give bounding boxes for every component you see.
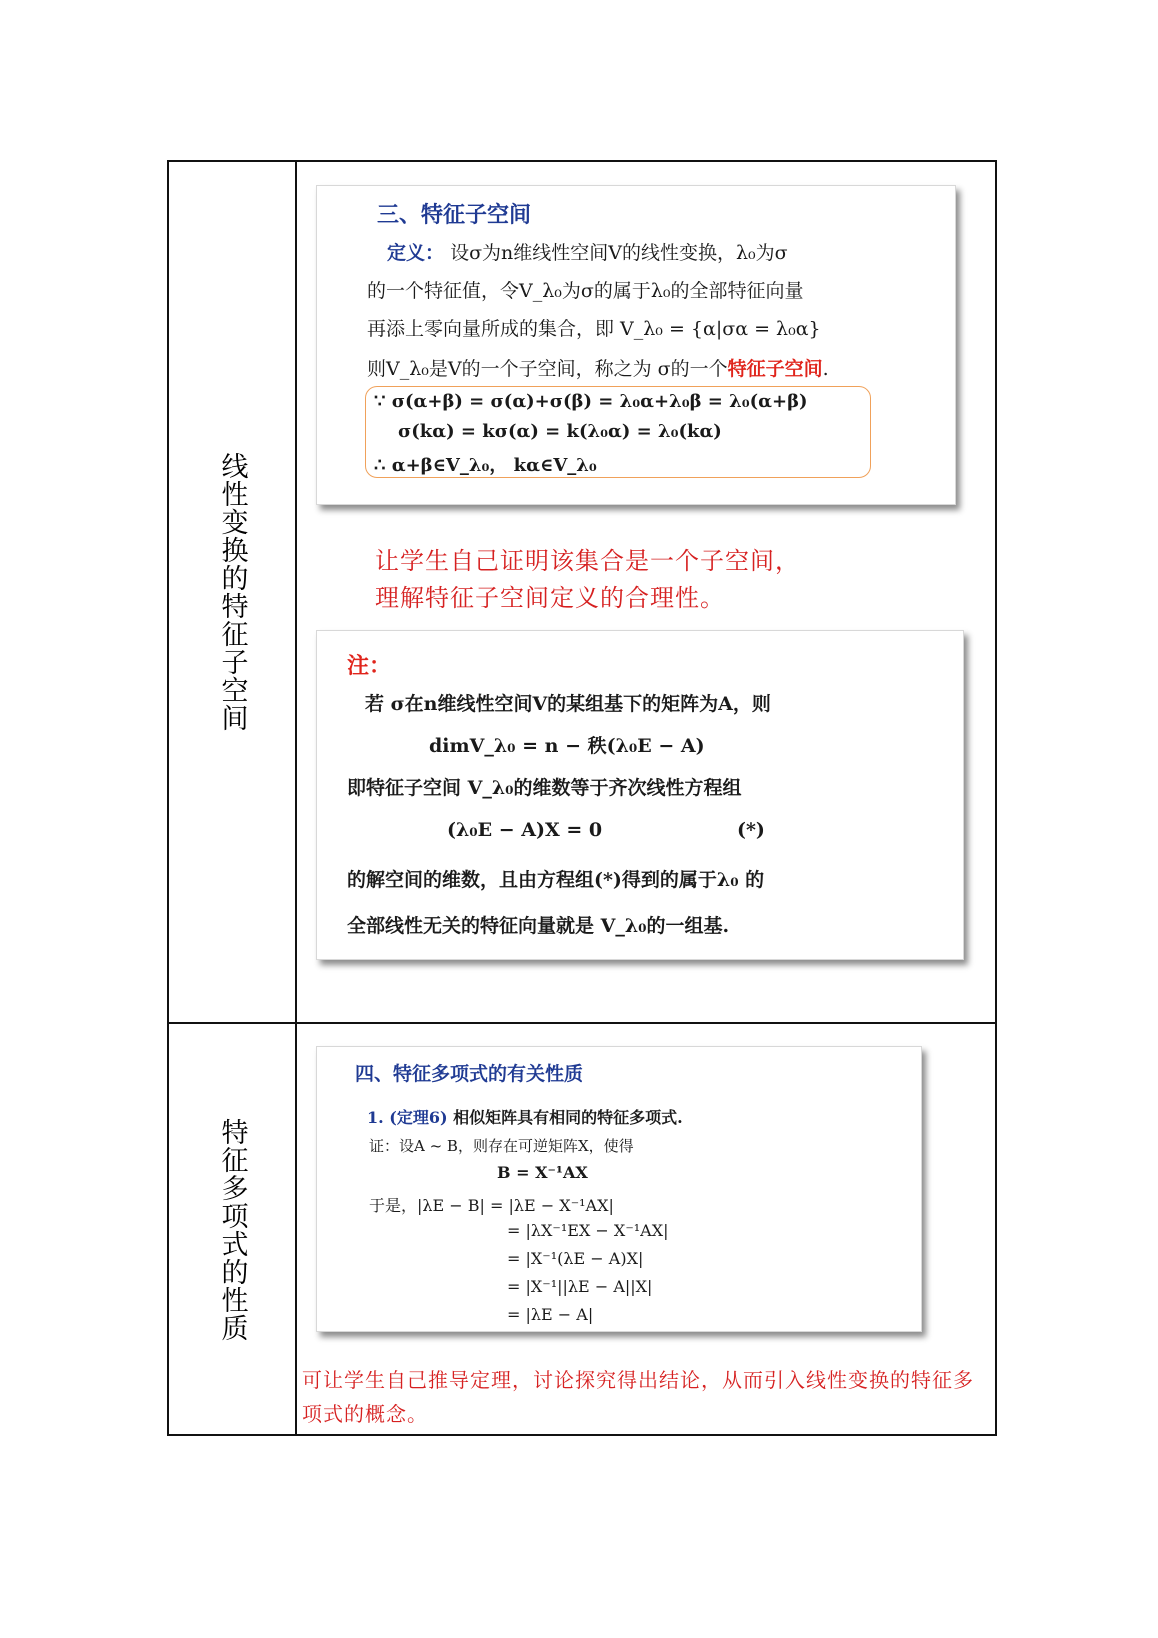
def-line4: 则V_λ₀是V的一个子空间，称之为 σ的一个 [367, 358, 728, 380]
slide-note [316, 630, 964, 960]
row2-side-label: 特征多项式的性质 [216, 1118, 248, 1342]
equation-tag: (*) [737, 819, 765, 841]
teacher-note-row2: 可让学生自己推导定理，讨论探究得出结论，从而引入线性变换的特征多项式的概念。 [302, 1368, 974, 1426]
teacher-note-line2: 理解特征子空间定义的合理性。 [375, 584, 725, 612]
note-line5: 的解空间的维数，且由方程组(*)得到的属于λ₀ 的 [347, 869, 765, 891]
row1-side-label: 线性变换的特征子空间 [216, 452, 248, 732]
slide3-heading: 四、特征多项式的有关性质 [355, 1063, 584, 1085]
proof-math3: ∴ α+β∈V_λ₀， kα∈V_λ₀ [374, 455, 597, 476]
proof-math2: σ(kα) = kσ(α) = k(λ₀α) = λ₀(kα) [398, 421, 722, 442]
column-divider [295, 162, 297, 1434]
proof-math1: ∵ σ(α+β) = σ(α)+σ(β) = λ₀α+λ₀β = λ₀(α+β) [374, 391, 808, 412]
row2-label-cell [169, 1024, 295, 1436]
theorem-text: 相似矩阵具有相同的特征多项式. [453, 1108, 683, 1127]
note-line1: 若 σ在n维线性空间V的某组基下的矩阵为A，则 [365, 693, 771, 715]
proof-box [365, 386, 871, 478]
slide-eigen-subspace [316, 185, 956, 505]
def-line2: 的一个特征值，令V_λ₀为σ的属于λ₀的全部特征向量 [367, 280, 804, 302]
slide2-heading: 注： [347, 654, 392, 679]
def-line4-end: . [822, 358, 829, 380]
def-line1: 设σ为n维线性空间V的线性变换，λ₀为σ [450, 242, 788, 264]
teacher-note-line1: 让学生自己证明该集合是一个子空间， [375, 547, 800, 575]
proof-line7: = |λE − A| [507, 1305, 594, 1324]
proof-line5: = |X⁻¹(λE − A)X| [507, 1249, 644, 1268]
row1-label-cell [169, 162, 295, 1022]
def-line3: 再添上零向量所成的集合，即 V_λ₀ = {α|σα = λ₀α} [367, 318, 821, 340]
theorem-tag: (定理6) [389, 1108, 448, 1127]
note-line6: 全部线性无关的特征向量就是 V_λ₀的一组基. [347, 915, 730, 937]
note-line2: dimV_λ₀ = n − 秩(λ₀E − A) [429, 735, 705, 757]
theorem-number: 1. [367, 1108, 384, 1127]
proof-line2: B = X⁻¹AX [497, 1163, 588, 1182]
definition-label: 定义： [387, 242, 445, 264]
proof-line6: = |X⁻¹||λE − A||X| [507, 1277, 653, 1296]
note-line4: (λ₀E − A)X = 0 [447, 819, 603, 841]
slide1-heading: 三、特征子空间 [377, 203, 532, 228]
eigen-subspace-term: 特征子空间 [727, 358, 823, 380]
slide-char-poly [316, 1046, 922, 1332]
note-line3: 即特征子空间 V_λ₀的维数等于齐次线性方程组 [347, 777, 742, 799]
proof-line4: = |λX⁻¹EX − X⁻¹AX| [507, 1221, 669, 1240]
proof-line3: 于是，|λE − B| = |λE − X⁻¹AX| [369, 1196, 614, 1215]
proof-line1: 证：设A ~ B，则存在可逆矩阵X，使得 [369, 1137, 634, 1155]
